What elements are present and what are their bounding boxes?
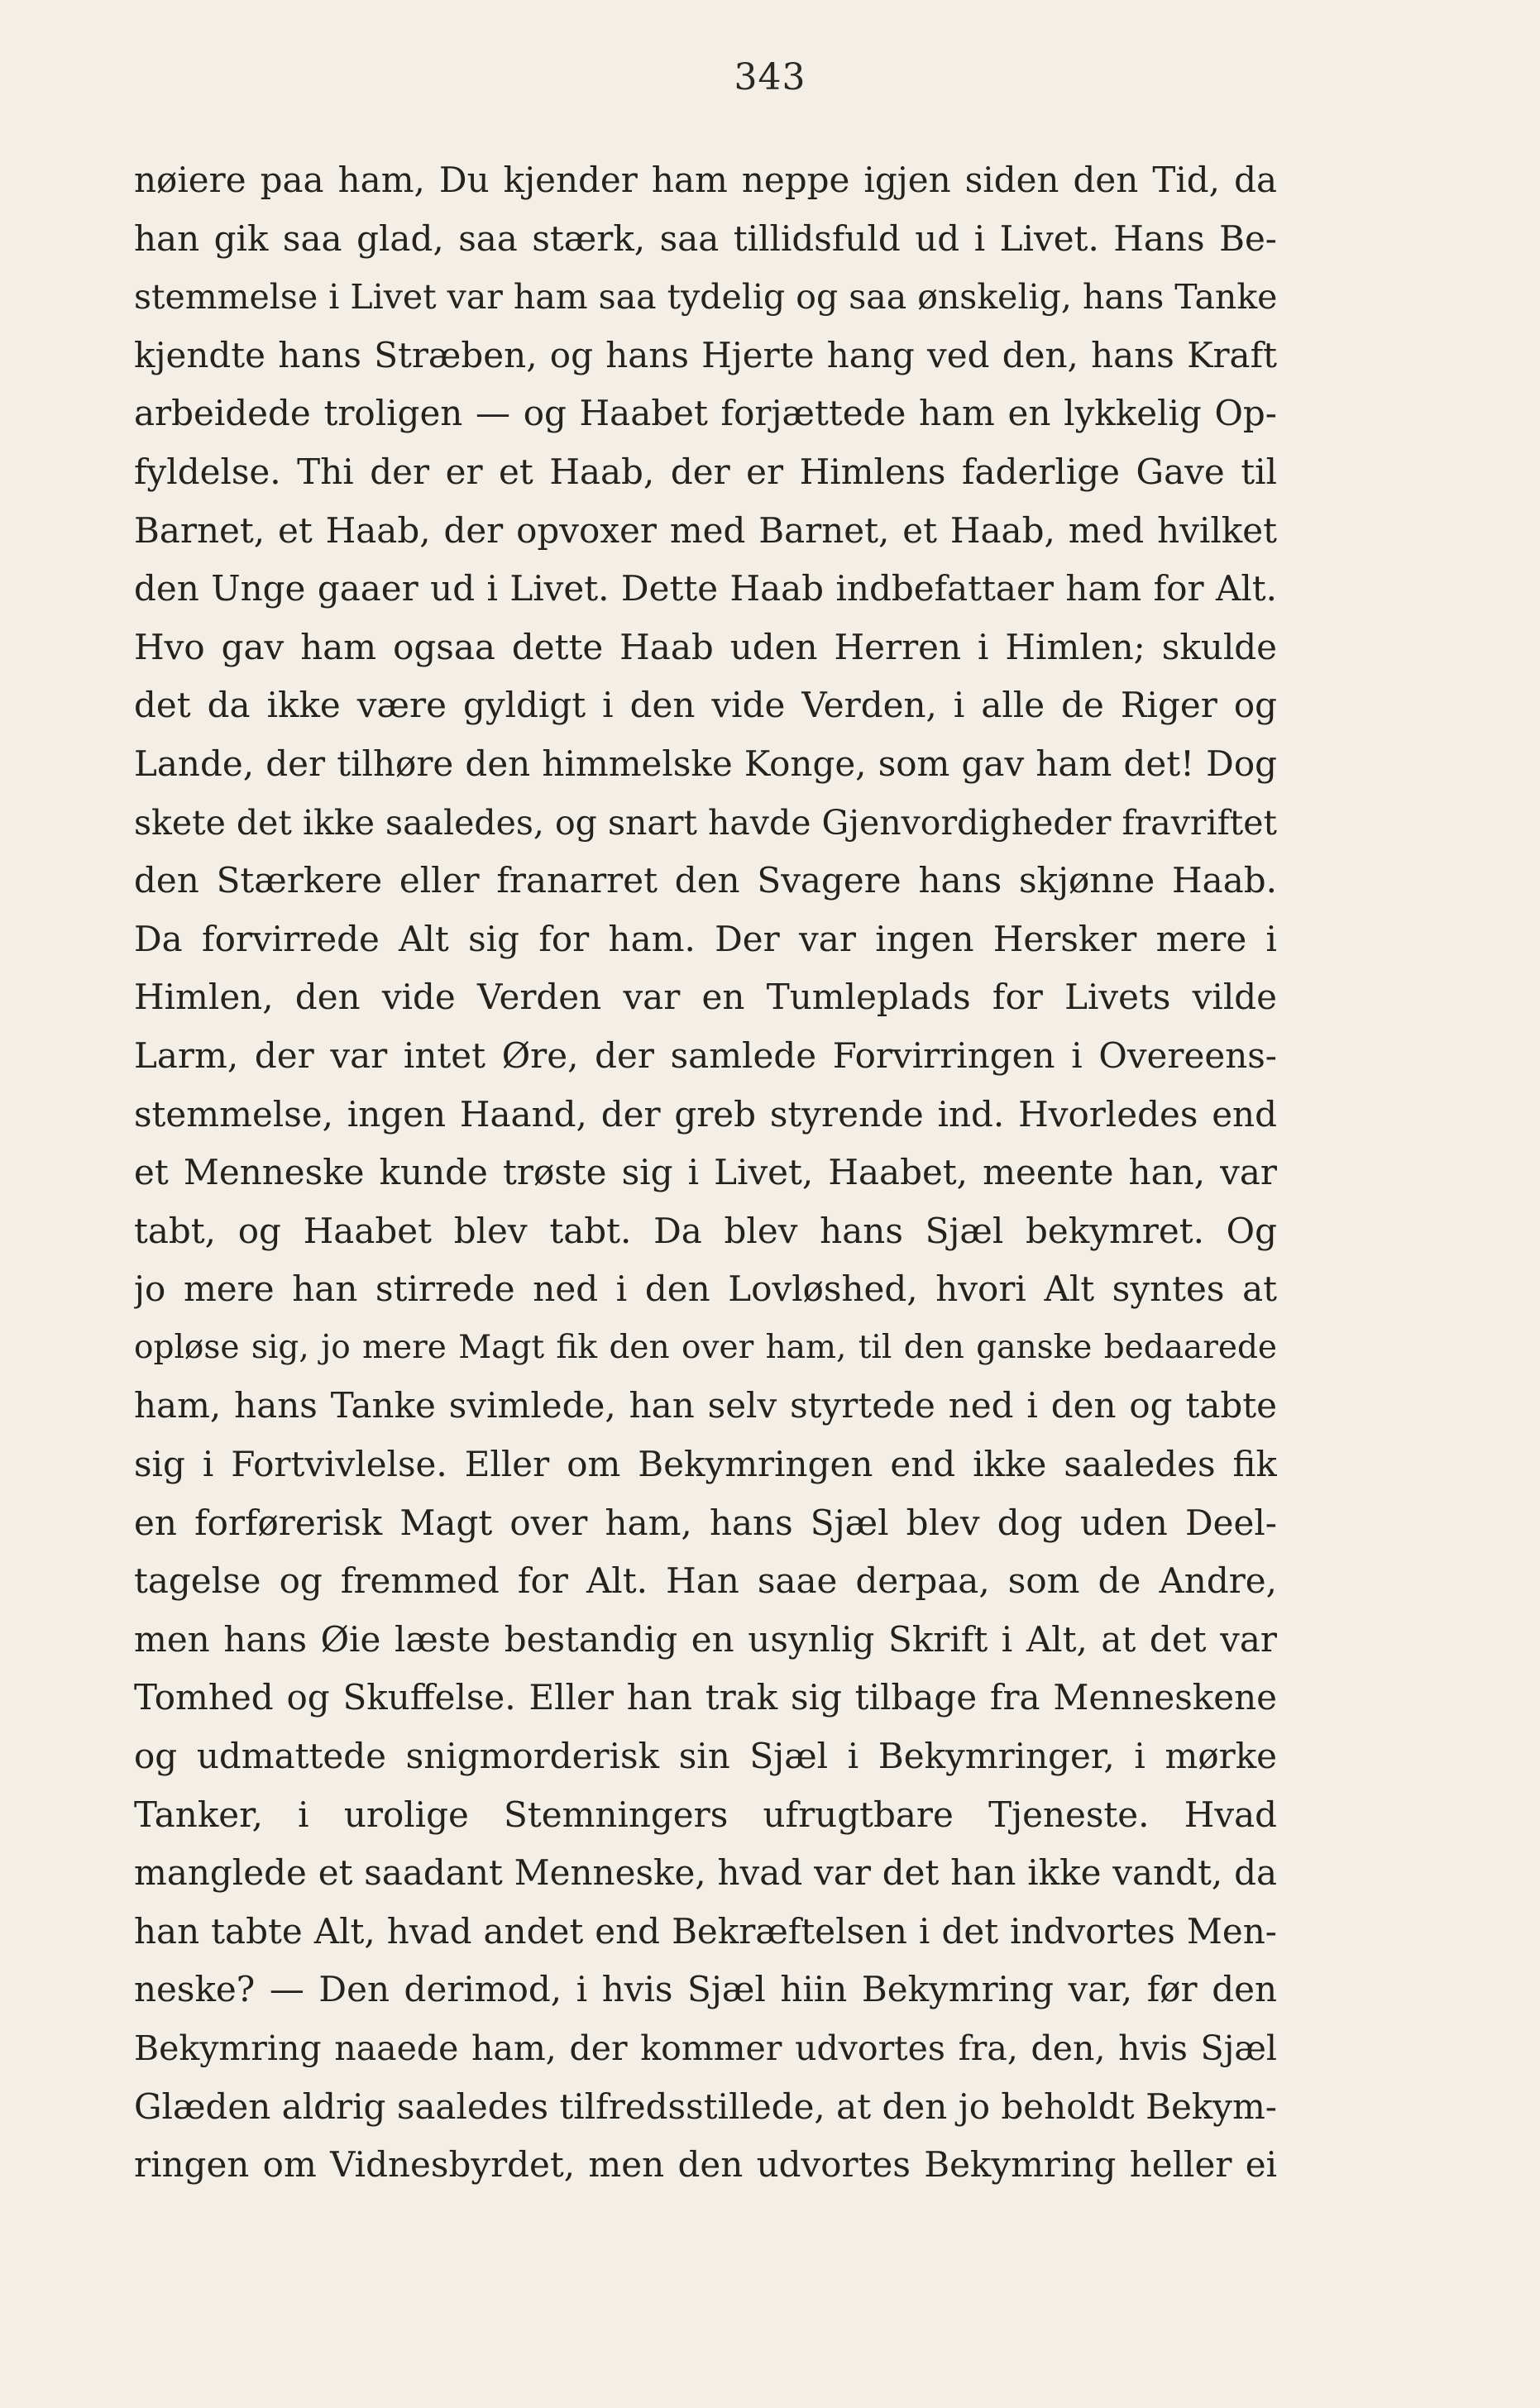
text-line: fyldelse. Thi der er et Haab, der er Himlens faderlige Gave til bbox=[134, 451, 1277, 492]
text-line: skete det ikke saaledes, og snart havde Gjenvordigheder fravriftet bbox=[134, 802, 1277, 843]
text-line: stemmelse i Livet var ham saa tydelig og saa ønskelig, hans Tanke bbox=[134, 277, 1277, 318]
text-line: han gik saa glad, saa stærk, saa tillidsfuld ud i Livet. Hans Be- bbox=[134, 217, 1277, 259]
text-line: Himlen, den vide Verden var en Tumleplads for Livets vilde bbox=[134, 977, 1277, 1018]
body-text bbox=[134, 151, 1277, 2195]
page-number: 343 bbox=[734, 56, 806, 98]
text-line: Tomhed og Skuffelse. Eller han trak sig tilbage fra Menneskene bbox=[134, 1677, 1277, 1718]
text-line: sig i Fortvivlelse. Eller om Bekymringen end ikke saaledes fik bbox=[134, 1444, 1277, 1485]
text-line: Hvo gav ham ogsaa dette Haab uden Herren i Himlen; skulde bbox=[134, 626, 1277, 667]
text-line: ham, hans Tanke svimlede, han selv styrtede ned i den og tabte bbox=[134, 1385, 1277, 1426]
text-line: stemmelse, ingen Haand, der greb styrende ind. Hvorledes end bbox=[134, 1093, 1277, 1135]
text-line: kjendte hans Stræben, og hans Hjerte hang ved den, hans Kraft bbox=[134, 334, 1277, 375]
text-line: Larm, der var intet Øre, der samlede Forvirringen i Overeens- bbox=[134, 1034, 1277, 1076]
text-line: Barnet, et Haab, der opvoxer med Barnet, et Haab, med hvilket bbox=[134, 509, 1277, 551]
text-line: Da forvirrede Alt sig for ham. Der var ingen Hersker mere i bbox=[134, 918, 1277, 959]
text-line: han tabte Alt, hvad andet end Bekræftelsen i det indvortes Men- bbox=[134, 1910, 1277, 1952]
text-line: men hans Øie læste bestandig en usynlig Skrift i Alt, at det var bbox=[134, 1618, 1277, 1660]
text-line: Tanker, i urolige Stemningers ufrugtbare Tjeneste. Hvad bbox=[134, 1794, 1277, 1835]
text-line: neske? — Den derimod, i hvis Sjæl hiin Bekymring var, før den bbox=[134, 1969, 1277, 2010]
text-line: ringen om Vidnesbyrdet, men den udvortes Bekymring heller ei bbox=[134, 2144, 1277, 2186]
text-line: og udmattede snigmorderisk sin Sjæl i Bekymringer, i mørke bbox=[134, 1736, 1277, 1777]
text-line: manglede et saadant Menneske, hvad var det han ikke vandt, da bbox=[134, 1852, 1277, 1894]
text-line: et Menneske kunde trøste sig i Livet, Haabet, meente han, var bbox=[134, 1152, 1277, 1193]
text-line: Bekymring naaede ham, der kommer udvortes fra, den, hvis Sjæl bbox=[134, 2028, 1277, 2068]
text-line: tabt, og Haabet blev tabt. Da blev hans Sjæl bekymret. Og bbox=[134, 1210, 1277, 1251]
text-line: det da ikke være gyldigt i den vide Verden, i alle de Riger og bbox=[134, 685, 1277, 726]
text-line: jo mere han stirrede ned i den Lovløshed, hvori Alt syntes at bbox=[134, 1268, 1277, 1310]
text-line: arbeidede troligen — og Haabet forjættede ham en lykkelig Op- bbox=[134, 393, 1277, 434]
text-line: Glæden aldrig saaledes tilfredsstillede, at den jo beholdt Bekym- bbox=[134, 2086, 1277, 2127]
text-line: tagelse og fremmed for Alt. Han saae derpaa, som de Andre, bbox=[134, 1560, 1277, 1602]
text-line: Lande, der tilhøre den himmelske Konge, som gav ham det! Dog bbox=[134, 743, 1277, 784]
text-line: nøiere paa ham, Du kjender ham neppe igjen siden den Tid, da bbox=[134, 160, 1277, 200]
text-line: den Unge gaaer ud i Livet. Dette Haab indbefattaer ham for Alt. bbox=[134, 568, 1277, 609]
text-line: den Stærkere eller franarret den Svagere hans skjønne Haab. bbox=[134, 860, 1277, 901]
text-line: opløse sig, jo mere Magt fik den over ham, til den ganske bedaarede bbox=[134, 1328, 1277, 1366]
text-line: en forførerisk Magt over ham, hans Sjæl blev dog uden Deel- bbox=[134, 1502, 1277, 1543]
